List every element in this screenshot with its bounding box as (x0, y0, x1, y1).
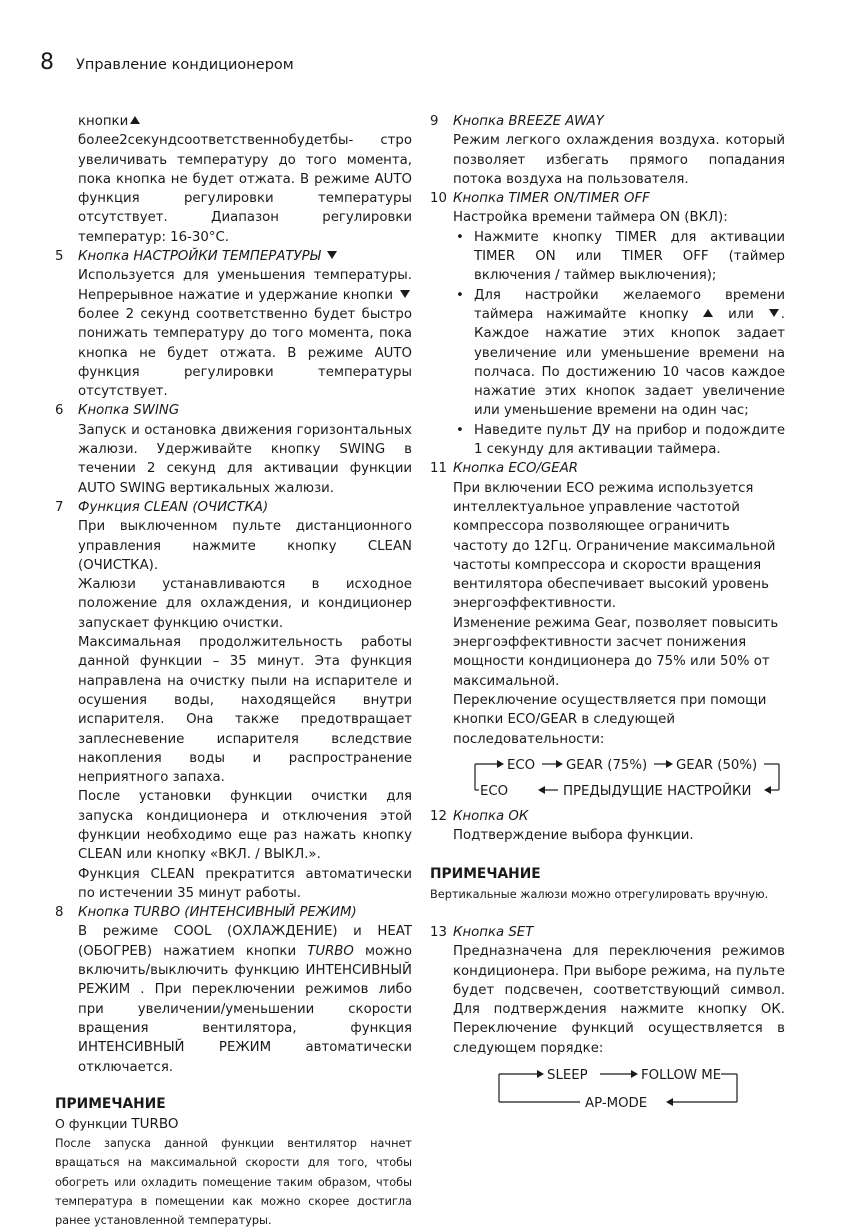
flow-eco: ECO (507, 757, 536, 773)
intro-text (78, 112, 412, 247)
flow-eco-return: ECO (480, 783, 509, 799)
note-text: После запуска данной функции вентилятор начнет вращаться на максимальной скорости для того, чтобы обогреть или охладить помещение таким образом, чтобы температура в помещении как можно скорее достигла ранее установленной температуры. (55, 1137, 412, 1228)
item-number: 10 (430, 191, 447, 207)
item-text-b: можно включить/выключить функцию ИНТЕНСИВНЫЙ РЕЖИМ . При переключении режимов либо при увеличении/уменьшении скорости вращения вентилятора, функция ИНТЕНСИВНЫЙ РЕЖИМ автоматически отключается. (78, 943, 412, 1075)
item-text: Режим легкого охлаждения воздуха. который позволяет избегать прямого попадания потока воздуха на пользователя. (453, 133, 785, 187)
item-number: 12 (430, 808, 447, 824)
item-paragraph: Переключение осуществляется при помощи кнопки ECO/GEAR в следующей последовательности: (453, 692, 767, 747)
note-subtitle (55, 1114, 412, 1134)
item-9 (430, 112, 785, 189)
item-paragraph: При включении ECO режима используется интеллектуальное управление частотой компрессора позволяющее ограничить частоту до 12Гц. Ограничение максимальной частоты компрессора и скорости вращения вентилятора обеспечивает высокий уровень энергоэффективности. (453, 480, 776, 612)
item-11-body (430, 479, 785, 801)
item-title: Кнопка SWING (78, 403, 180, 419)
flow-gear-50: GEAR (50%) (676, 757, 758, 773)
intro-part-c: стро увеличивать температуру до того момента, пока кнопка не будет отжата. В режиме AUTO функция регулировки температуры отсутствует. Диапазон регулировки температур: 16-30°С. (78, 133, 412, 245)
item-11 (430, 459, 785, 478)
item-title: Кнопка TURBO (ИНТЕНСИВНЫЙ РЕЖИМ) (78, 905, 357, 921)
triangle-up-icon (703, 309, 713, 317)
flow-sleep: SLEEP (547, 1068, 588, 1084)
item-text-a: Используется для уменьшения температуры. Непрерывное нажатие и удержание кнопки (78, 268, 412, 303)
page-title: Управление кондиционером (76, 57, 294, 73)
intro-part-a: кнопки (78, 114, 129, 129)
note-text: Вертикальные жалюзи можно отрегулировать вручную. (430, 887, 769, 901)
set-mode-flow-diagram (453, 1062, 785, 1112)
item-8 (55, 903, 412, 1077)
note-louvers (430, 865, 785, 904)
item-paragraph: Жалюзи устанавливаются в исходное положение для охлаждения, и кондиционер запускает функцию очистки. (78, 577, 412, 631)
bullet-text-a: Для настройки желаемого времени таймера нажимайте кнопку (474, 287, 785, 322)
item-number: 7 (55, 499, 64, 515)
item-title: Кнопка SET (453, 924, 534, 940)
page-number: 8 (40, 50, 54, 75)
flow-prev-settings: ПРЕДЫДУЩИЕ НАСТРОЙКИ (563, 783, 752, 799)
item-title: Кнопка TIMER ON/TIMER OFF (453, 191, 650, 207)
triangle-up-icon (130, 116, 140, 124)
item-10-body (430, 208, 785, 227)
item-heading (78, 247, 412, 266)
item-text (78, 266, 412, 401)
list-item: • Нажмите кнопку TIMER для активации TIMER ON или TIMER OFF (таймер включения / таймер выключения); (453, 228, 785, 286)
note-subtitle-b: TURBO (131, 1116, 179, 1133)
item-number: 13 (430, 924, 447, 940)
list-item: • Наведите пульт ДУ на прибор и подождите 1 секунду для активации таймера. (453, 421, 785, 460)
item-text: Запуск и остановка движения горизонтальных жалюзи. Удерживайте кнопку SWING в течении 2 секунд для активации функции AUTO SWING вертикальных жалюзи. (78, 422, 412, 496)
item-title: Кнопка ECO/GEAR (453, 461, 579, 477)
right-column (430, 112, 785, 1118)
item-title: Кнопка НАСТРОЙКИ ТЕМПЕРАТУРЫ (78, 249, 321, 265)
item-text-b: более 2 секунд соответственно будет быстро понижать температуру до того момента, пока кнопка не будет отжата. В режиме AUTO функция регулировки температуры отсутствует. (78, 306, 412, 400)
item-number: 5 (55, 249, 64, 265)
item-paragraph: Функция CLEAN прекратится автоматически по истечении 35 минут работы. (78, 866, 412, 901)
list-item (453, 286, 785, 421)
item-title: Кнопка BREEZE AWAY (453, 114, 604, 129)
item-text (78, 922, 412, 1076)
note-subtitle-a: О функции (55, 1116, 132, 1132)
item-text-turbo: TURBO (307, 943, 354, 959)
intro-continuation (55, 112, 412, 247)
item-text: Предназначена для переключения режимов кондиционера. При выборе режима, на пульте будет подсвечен, соответствующий символ. Для подтверждения нажмите кнопку ОК. Переключение функций осуществляется в следующем порядке: (453, 944, 785, 1056)
timer-intro: Настройка времени таймера ON (ВКЛ): (453, 210, 728, 226)
timer-bullets (430, 228, 785, 460)
flow-ap-mode: AP-MODE (585, 1096, 648, 1112)
note-title: ПРИМЕЧАНИЕ (430, 866, 541, 883)
triangle-down-icon (400, 290, 410, 298)
item-title: Функция CLEAN (ОЧИСТКА) (78, 499, 269, 515)
item-paragraph: После установки функции очистки для запуска кондиционера и отключения этой функции необходимо еще раз нажать кнопку CLEAN или кнопку «ВКЛ. / ВЫКЛ.». (78, 789, 412, 863)
item-text: Подтверждение выбора функции. (453, 828, 694, 844)
item-title: Кнопка ОК (453, 808, 529, 824)
item-12 (430, 807, 785, 846)
flow-follow-me: FOLLOW ME (641, 1068, 722, 1084)
item-10 (430, 189, 785, 208)
item-number: 6 (55, 403, 64, 419)
flow-gear-75: GEAR (75%) (566, 757, 648, 773)
item-13 (430, 923, 785, 1112)
item-6 (55, 401, 412, 497)
item-7 (55, 498, 412, 903)
left-column (55, 112, 412, 1231)
bullet-text-c: . Каждое нажатие этих кнопок задает увеличение или уменьшение времени на полчаса. По достижению 10 часов каждое нажатие этих кнопок задает увеличение или уменьшение времени на один час; (474, 306, 785, 419)
item-text-a: В режиме COOL (ОХЛАЖДЕНИЕ) и HEAT (ОБОГРЕВ) нажатием кнопки (78, 924, 412, 959)
intro-part-b: более2секундсоответственнобудетбы- (78, 133, 354, 149)
item-paragraph: При выключенном пульте дистанционного управления нажмите кнопку CLEAN (ОЧИСТКА). (78, 519, 412, 573)
triangle-down-icon (327, 251, 337, 259)
item-paragraph: Максимальная продолжительность работы данной функции – 35 минут. Эта функция направлена на очистку пыли на испарителе и осушения воды, находящейся внутри испарителя. Она также предотвращает заплесневение испарителя вследствие накопления воды и распространение неприятного запаха. (78, 635, 412, 786)
item-number: 11 (430, 461, 447, 477)
eco-gear-flow-diagram (453, 753, 785, 801)
item-number: 8 (55, 905, 64, 921)
item-paragraph: Изменение режима Gear, позволяет повысить энергоэффективности засчет понижения мощности кондиционера до 75% или 50% от максимальной. (453, 615, 779, 689)
bullet-text-b: или (728, 306, 754, 322)
item-number: 9 (430, 114, 439, 129)
item-5 (55, 247, 412, 401)
note-turbo (55, 1095, 412, 1231)
page-header (40, 50, 294, 80)
note-title: ПРИМЕЧАНИЕ (55, 1095, 166, 1112)
triangle-down-icon (769, 309, 779, 317)
